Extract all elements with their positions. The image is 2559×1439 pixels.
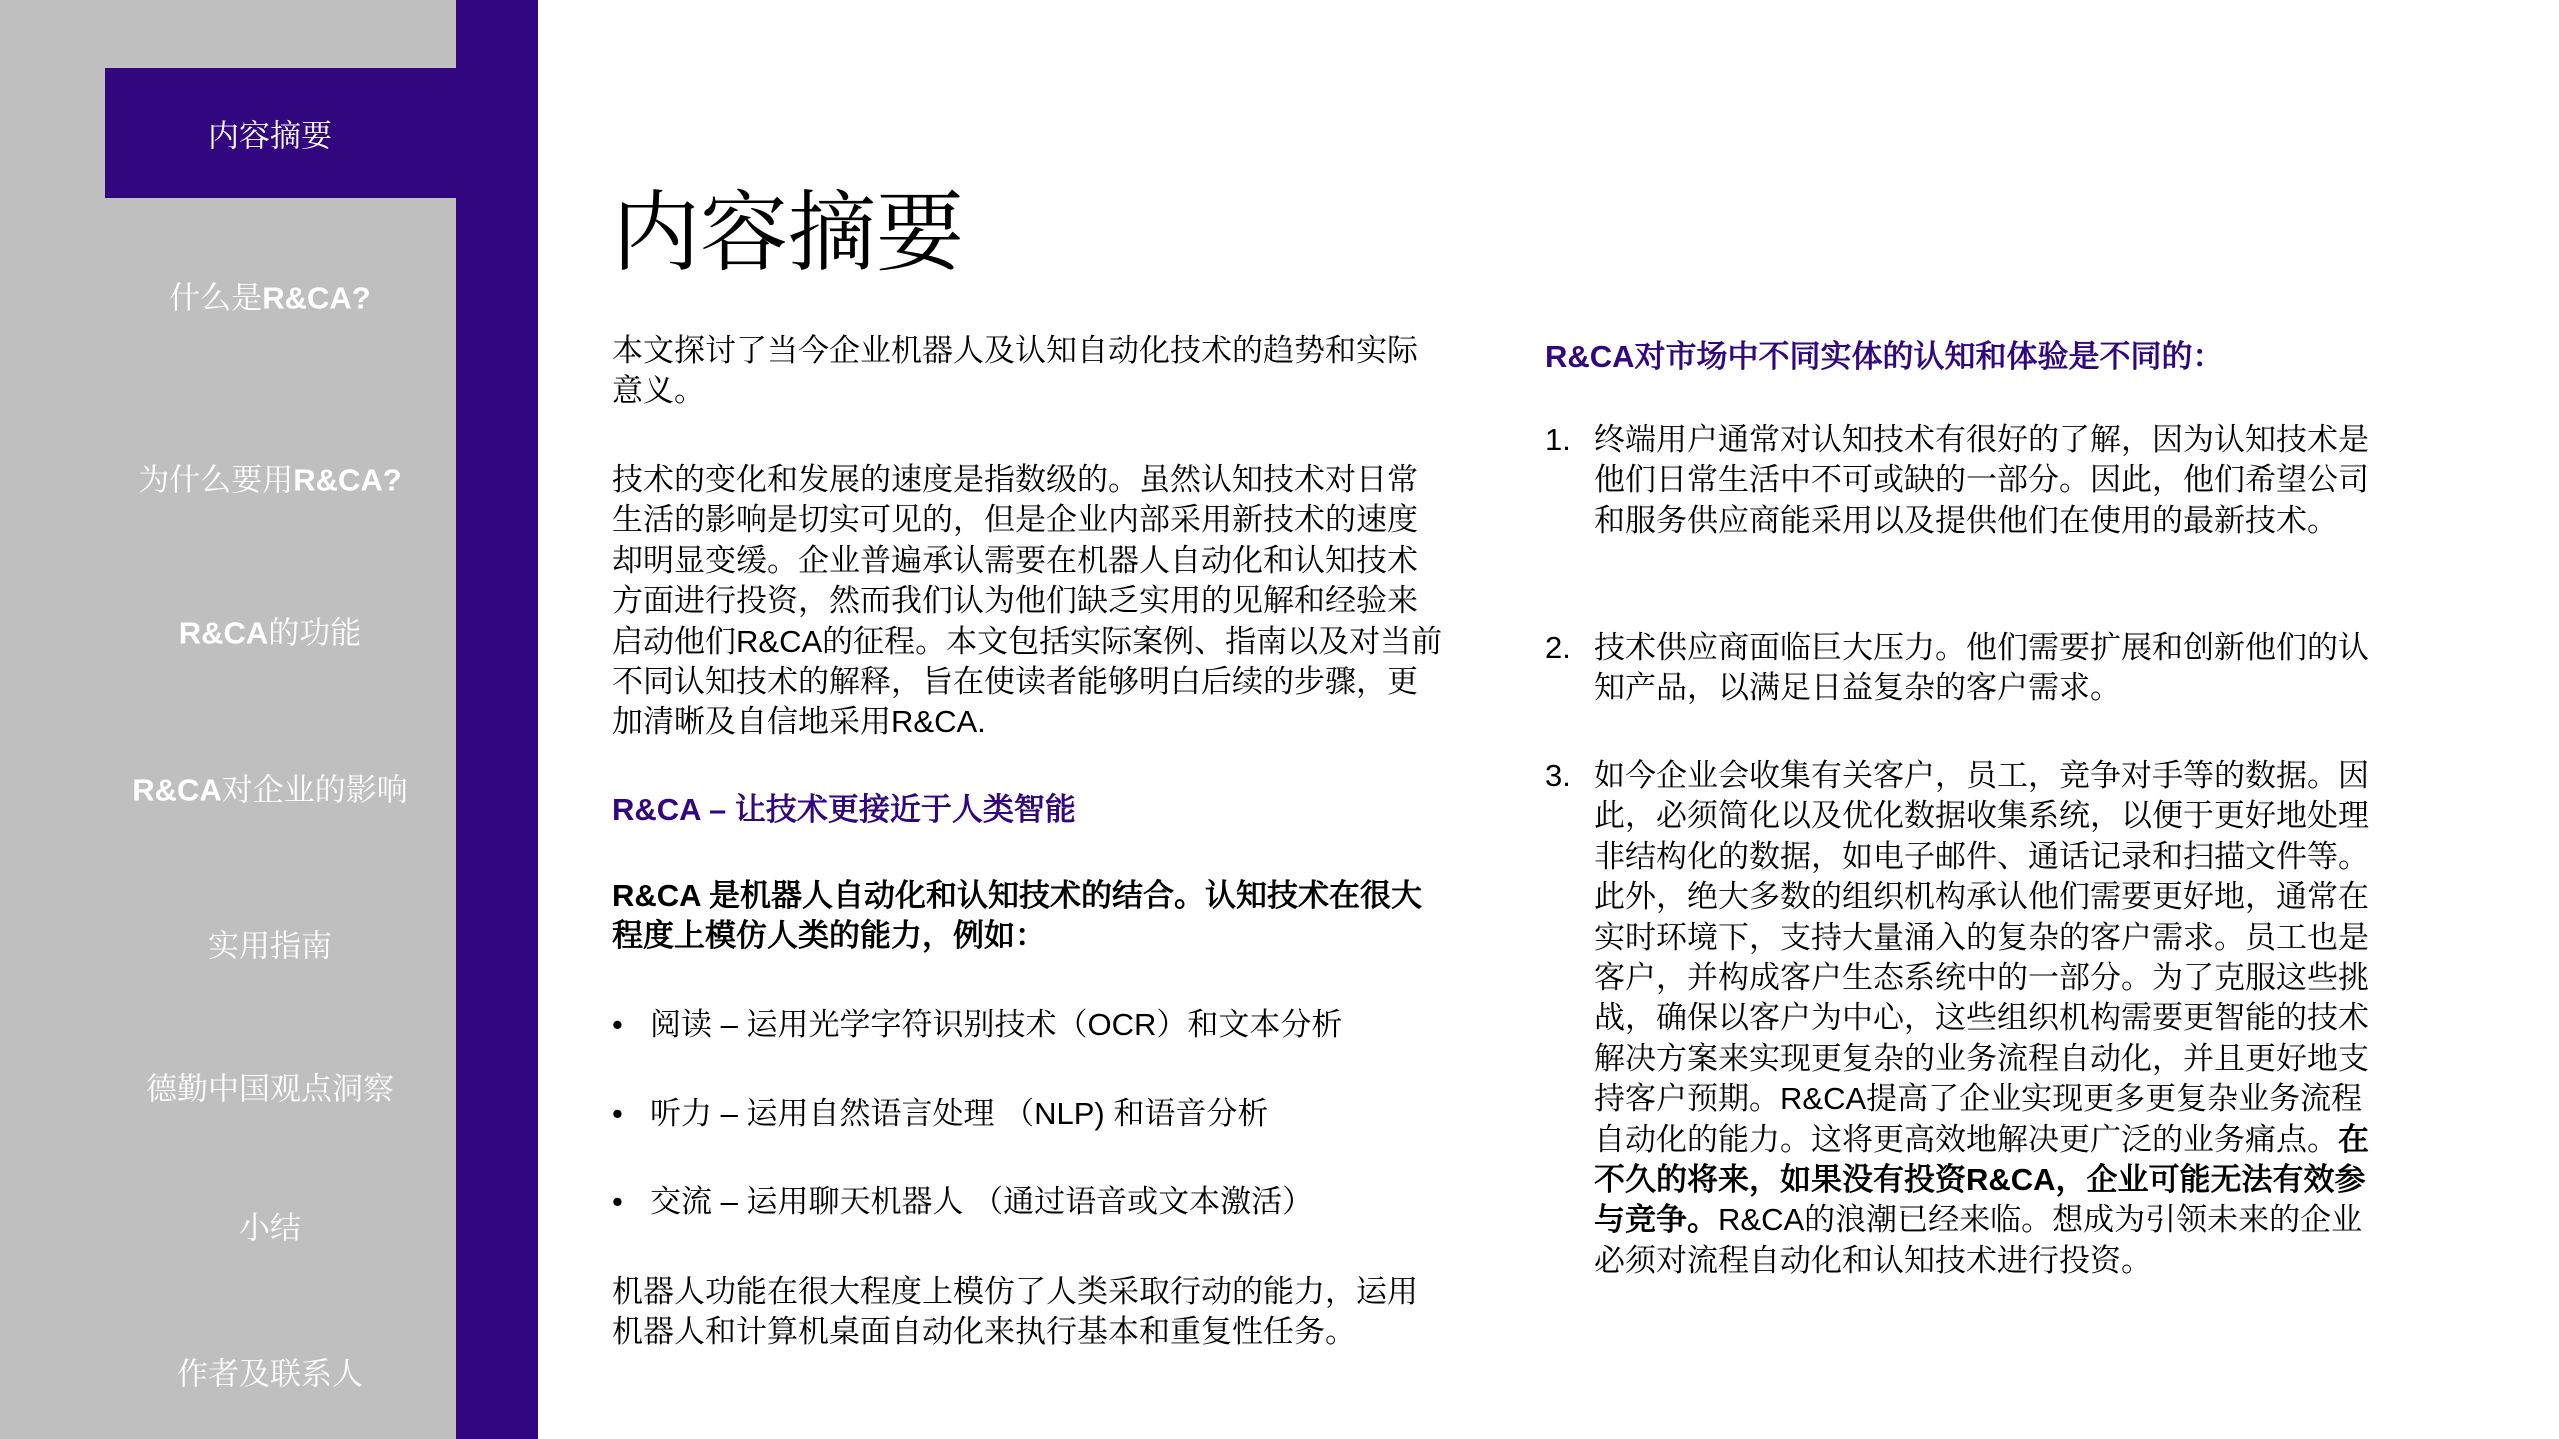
numbered-item	[1545, 628, 2385, 709]
nav-item-rca-impact[interactable]	[60, 765, 480, 810]
item-number: 1.	[1545, 422, 1571, 457]
nav-label: 小结	[239, 1210, 301, 1246]
nav-item-summary[interactable]	[60, 111, 480, 156]
item-text-main: 如今企业会收集有关客户，员工，竞争对手等的数据。因此，必须简化以及优化数据收集系统，以便于更好地处理非结构化的数据，如电子邮件、通话记录和扫描文件等。此外，绝大多数的组织机构承认他们需要更好地，通常在实时环境下，支持大量涌入的复杂的客户需求。员工也是客户，并构成客户生态系统中的一部分。为了克服这些挑战，确保以客户为中心，这些组织机构需要更智能的技术解决方案来实现更复杂的业务流程自动化，并且更好地支持客户预期。R&CA提高了企业实现更多更复杂业务流程自动化的能力。这将更高效地解决更广泛的业务痛点。	[1594, 758, 2369, 1157]
item-number: 3.	[1545, 758, 1571, 793]
nav-label: 作者及联系人	[177, 1356, 363, 1392]
nav-label: 对企业的影响	[221, 772, 408, 808]
nav-item-why-rca[interactable]	[60, 455, 480, 500]
nav-label-bold: R&CA	[132, 772, 222, 808]
nav-label: 德勤中国观点洞察	[146, 1071, 394, 1107]
numbered-item	[1545, 756, 2385, 1281]
body-paragraph: 技术的变化和发展的速度是指数级的。虽然认知技术对日常生活的影响是切实可见的，但是企业内部采用新技术的速度却明显变缓。企业普遍承认需要在机器人自动化和认知技术方面进行投资，然而我们认为他们缺乏实用的见解和经验来启动他们R&CA的征程。本文包括实际案例、指南以及对当前不同认知技术的解释，旨在使读者能够明白后续的步骤，更加清晰及自信地采用R&CA.	[612, 462, 1443, 740]
item-text	[1594, 756, 2385, 1281]
item-text: 技术供应商面临巨大压力。他们需要扩展和创新他们的认知产品，以满足日益复杂的客户需求。	[1594, 630, 2369, 706]
bullet-dot-icon: •	[612, 1096, 623, 1131]
bullet-item	[612, 1094, 1268, 1134]
bullet-item	[612, 1005, 1342, 1045]
section-subheading: R&CA – 让技术更接近于人类智能	[612, 792, 1076, 827]
nav-item-what-is-rca[interactable]	[60, 273, 480, 318]
nav-item-summary-conclusion[interactable]	[60, 1203, 480, 1248]
bullet-text: 交流 – 运用聊天机器人 （通过语音或文本激活）	[650, 1184, 1314, 1219]
right-column-heading: R&CA对市场中不同实体的认知和体验是不同的：	[1545, 339, 2224, 374]
nav-label-bold: R&CA?	[262, 280, 371, 316]
bullet-text: 听力 – 运用自然语言处理 （NLP) 和语音分析	[650, 1096, 1269, 1131]
nav-item-authors-contacts[interactable]	[60, 1349, 480, 1394]
item-text: 终端用户通常对认知技术有很好的了解，因为认知技术是他们日常生活中不可或缺的一部分。因此，他们希望公司和服务供应商能采用以及提供他们在使用的最新技术。	[1594, 422, 2369, 538]
nav-label: 实用指南	[208, 928, 332, 964]
closing-paragraph: 机器人功能在很大程度上模仿了人类采取行动的能力，运用机器人和计算机桌面自动化来执行基本和重复性任务。	[612, 1274, 1418, 1350]
item-text-tail: R&CA的浪潮已经来临。想成为引领未来的企业必须对流程自动化和认知技术进行投资。	[1594, 1202, 2363, 1278]
item-text-bold: 在不久的将来，如果没有投资R&CA，企业可能无法有效参与竞争。	[1594, 1121, 2369, 1238]
nav-item-rca-functions[interactable]	[60, 608, 480, 653]
bold-paragraph: R&CA 是机器人自动化和认知技术的结合。认知技术在很大程度上模仿人类的能力，例如：	[612, 878, 1423, 954]
nav-item-practical-guide[interactable]	[60, 921, 480, 966]
item-number: 2.	[1545, 630, 1571, 665]
numbered-item	[1545, 420, 2385, 541]
nav-label: 为什么要用	[138, 462, 294, 498]
nav-label-bold: R&CA?	[293, 462, 402, 498]
bullet-dot-icon: •	[612, 1184, 623, 1219]
bullet-text: 阅读 – 运用光学字符识别技术（OCR）和文本分析	[650, 1007, 1343, 1042]
page-title: 内容摘要	[612, 183, 965, 282]
nav-item-deloitte-insights[interactable]	[60, 1064, 480, 1109]
nav-label-bold: R&CA	[178, 615, 269, 651]
bullet-item	[612, 1182, 1313, 1222]
nav-label: 什么是	[169, 280, 263, 316]
nav-label: 内容摘要	[208, 118, 332, 154]
nav-label: 的功能	[268, 615, 362, 651]
intro-paragraph: 本文探讨了当今企业机器人及认知自动化技术的趋势和实际意义。	[612, 333, 1418, 409]
bullet-dot-icon: •	[612, 1007, 623, 1042]
